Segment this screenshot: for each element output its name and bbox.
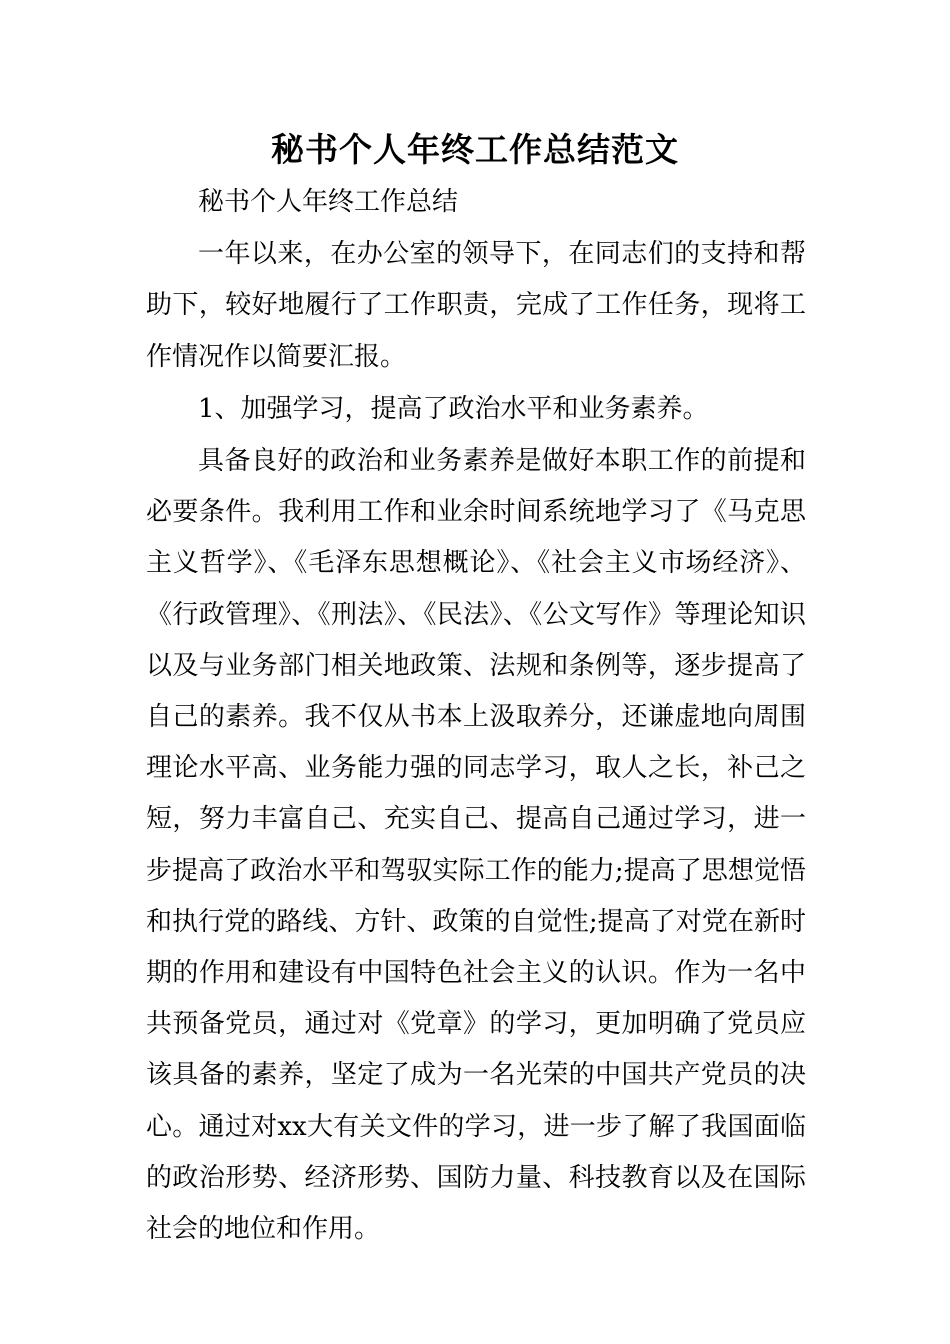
paragraph-intro: 一年以来，在办公室的领导下，在同志们的支持和帮助下，较好地履行了工作职责，完成了工作任务，现将工作情况作以简要汇报。 bbox=[146, 239, 806, 372]
document-title: 秘书个人年终工作总结范文 bbox=[271, 130, 679, 169]
document-body bbox=[146, 177, 806, 1255]
paragraph-section-heading: 1、加强学习，提高了政治水平和业务素养。 bbox=[198, 393, 709, 424]
paragraph-section-body: 具备良好的政治和业务素养是做好本职工作的前提和必要条件。我利用工作和业余时间系统地学习了《马克思主义哲学》、《毛泽东思想概论》、《社会主义市场经济》、《行政管理》、《刑法》、《民法》、《公文写作》等理论知识以及与业务部门相关地政策、法规和条例等，逐步提高了自己的素养。我不仅从书本上汲取养分，还谦虚地向周围理论水平高、业务能力强的同志学习，取人之长，补己之短，努力丰富自己、充实自己、提高自己通过学习，进一步提高了政治水平和驾驭实际工作的能力;提高了思想觉悟和执行党的路线、方针、政策的自觉性;提高了对党在新时期的作用和建设有中国特色社会主义的认识。作为一名中共预备党员，通过对《党章》的学习，更加明确了党员应该具备的素养，坚定了成为一名光荣的中国共产党员的决心。通过对xx大有关文件的学习，进一步了解了我国面临的政治形势、经济形势、国防力量、科技教育以及在国际社会的地位和作用。 bbox=[146, 446, 806, 1245]
paragraph-subtitle: 秘书个人年终工作总结 bbox=[198, 187, 459, 217]
